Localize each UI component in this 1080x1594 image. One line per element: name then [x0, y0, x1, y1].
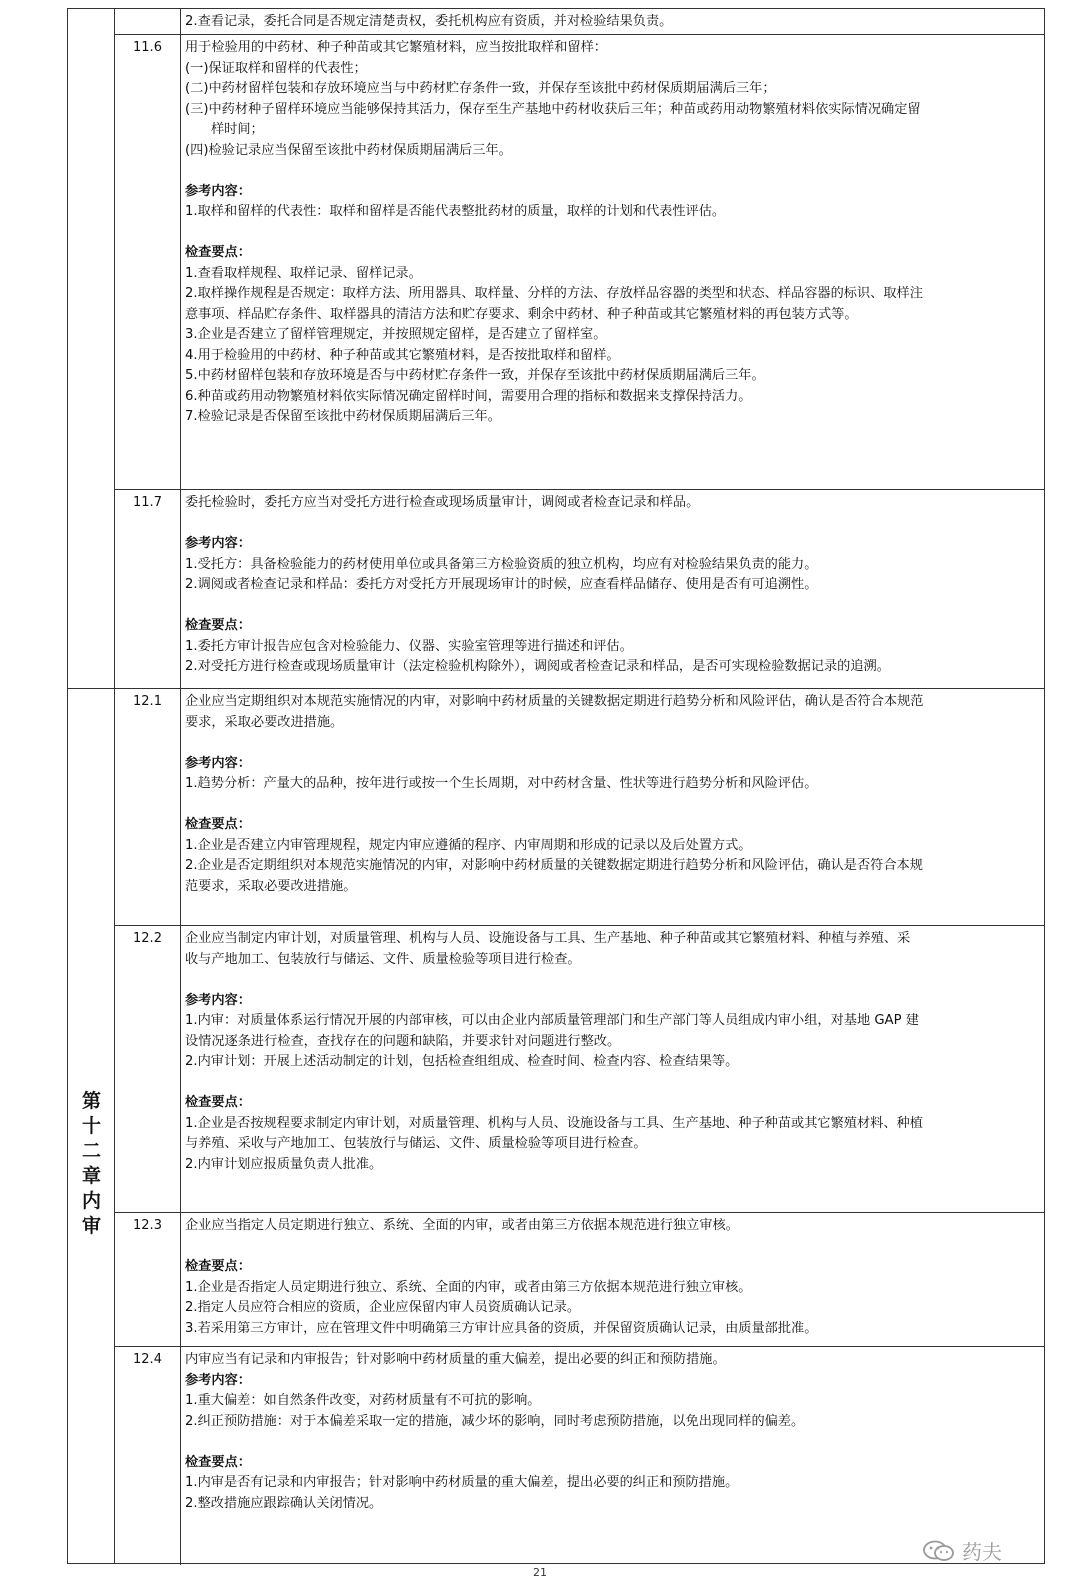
watermark [922, 1536, 1002, 1565]
section-heading: 检查要点： [185, 1095, 251, 1110]
text-line: 2.内审计划应报质量负责人批准。 [185, 1156, 383, 1172]
text-line: 企业应当制定内审计划，对质量管理、机构与人员、设施设备与工具、生产基地、种子种苗或其它繁殖材料、种植与养殖、采 [185, 931, 911, 946]
section-heading: 检查要点： [185, 1454, 251, 1470]
spacer [185, 795, 1038, 816]
text-line: (二)中药材留样包装和存放环境应当与中药材贮存条件一致，并保存至该批中药材保质期届满后三年； [185, 81, 776, 96]
spacer [185, 1237, 1038, 1258]
section-heading: 参考内容： [185, 536, 251, 551]
clause-number: 12.2 [115, 926, 181, 1212]
chapter-char: 内 [81, 1190, 101, 1212]
clause-content [185, 493, 1038, 678]
spacer [185, 161, 1038, 182]
text-line: 1.查看取样规程、取样记录、留样记录。 [185, 265, 422, 281]
text-line: 委托检验时，委托方应当对受托方进行检查或现场质量审计，调阅或者检查记录和样品。 [185, 495, 700, 510]
spacer [185, 1432, 1038, 1453]
table-row [115, 34, 1044, 489]
text-line: 1.企业是否建立内审管理规程，规定内审应遵循的程序、内审周期和形成的记录以及后处置方式。 [185, 837, 752, 853]
spacer [185, 514, 1038, 535]
spacer [185, 1073, 1038, 1094]
clause-number: 11.6 [115, 35, 181, 489]
text-line: 1.内审是否有记录和内审报告；针对影响中药材质量的重大偏差，提出必要的纠正和预防措施。 [185, 1475, 739, 1490]
section-heading: 检查要点： [185, 1259, 251, 1274]
text-line: 要求，采取必要改进措施。 [185, 714, 344, 730]
clause-number: 12.3 [115, 1213, 181, 1346]
section-heading: 检查要点： [185, 618, 251, 633]
spacer [185, 596, 1038, 617]
text-line: 1.取样和留样的代表性：取样和留样是否能代表整批药材的质量，取样的计划和代表性评估。 [185, 204, 726, 219]
chapter-column [68, 9, 115, 1563]
text-line: (四)检验记录应当保留至该批中药材保质期届满后三年。 [185, 142, 512, 158]
text-line: 企业应当指定人员定期进行独立、系统、全面的内审，或者由第三方依据本规范进行独立审核。 [185, 1218, 739, 1233]
text-line: 1.受托方：具备检验能力的药材使用单位或具备第三方检验资质的独立机构，均应有对检验结果负责的能力。 [185, 556, 818, 572]
spacer [185, 733, 1038, 754]
section-heading: 参考内容： [185, 183, 251, 199]
table-row [115, 489, 1044, 688]
text-line: 5.中药材留样包装和存放环境是否与中药材贮存条件一致，并保存至该批中药材保质期届满后三年。 [185, 368, 765, 383]
clause-number: 11.7 [115, 490, 181, 688]
table-row [115, 925, 1044, 1212]
text-line: 范要求，采取必要改进措施。 [185, 878, 357, 894]
text-line: 1.委托方审计报告应包含对检验能力、仪器、实验室管理等进行描述和评估。 [185, 638, 633, 654]
text-line: (三)中药材种子留样环境应当能够保持其活力，保存至生产基地中药材收获后三年；种苗或药用动物繁殖材料依实际情况确定留 [185, 101, 921, 117]
chapter-label [68, 1089, 115, 1239]
chapter-char: 二 [81, 1140, 101, 1162]
clause-content [185, 1350, 1038, 1514]
text-line: 2.指定人员应符合相应的资质，企业应保留内审人员资质确认记录。 [185, 1300, 581, 1315]
text-line: 与养殖、采收与产地加工、包装放行与储运、文件、质量检验等项目进行检查。 [185, 1136, 647, 1151]
clause-content [185, 12, 1038, 33]
text-line: 收与产地加工、包装放行与储运、文件、质量检验等项目进行检查。 [185, 951, 581, 967]
wechat-icon [922, 1539, 956, 1563]
text-line: 样时间； [211, 122, 264, 137]
table-row [115, 1346, 1044, 1565]
text-line: 意事项、样品贮存条件、取样器具的清洁方法和贮存要求、剩余中药材、种子种苗或其它繁殖材料的再包装方式等。 [185, 306, 858, 322]
text-line: 用于检验用的中药材、种子种苗或其它繁殖材料，应当按批取样和留样： [185, 40, 607, 55]
text-line: 3.企业是否建立了留样管理规定，并按照规定留样，是否建立了留样室。 [185, 327, 607, 342]
clause-number [115, 9, 181, 34]
section-heading: 参考内容： [185, 1372, 251, 1388]
text-line: 2.整改措施应跟踪确认关闭情况。 [185, 1495, 383, 1511]
text-line: 1.内审：对质量体系运行情况开展的内部审核，可以由企业内部质量管理部门和生产部门等人员组成内审小组，对基地 GAP 建 [185, 1013, 919, 1028]
spacer [185, 223, 1038, 244]
clause-content [185, 1216, 1038, 1339]
chapter-char: 十 [81, 1115, 101, 1137]
clause-content [185, 929, 1038, 1175]
table-row [115, 9, 1044, 34]
text-line: 企业应当定期组织对本规范实施情况的内审，对影响中药材质量的关键数据定期进行趋势分析和风险评估，确认是否符合本规范 [185, 694, 924, 709]
chapter-divider [68, 688, 114, 689]
clause-content [185, 692, 1038, 897]
table-row [115, 1212, 1044, 1346]
spacer [185, 970, 1038, 991]
chapter-char: 第 [81, 1090, 101, 1112]
clause-number: 12.4 [115, 1347, 181, 1565]
text-line: 1.重大偏差：如自然条件改变，对药材质量有不可抗的影响。 [185, 1393, 541, 1408]
table-row [115, 688, 1044, 925]
text-line: 设情况逐条进行检查，查找存在的问题和缺陷，并要求针对问题进行整改。 [185, 1033, 621, 1049]
text-line: 7.检验记录是否保留至该批中药材保质期届满后三年。 [185, 409, 501, 424]
chapter-char: 审 [81, 1215, 101, 1237]
text-line: 1.企业是否指定人员定期进行独立、系统、全面的内审，或者由第三方依据本规范进行独立审核。 [185, 1279, 752, 1295]
text-line: 2.取样操作规程是否规定：取样方法、所用器具、取样量、分样的方法、存放样品容器的类型和状态、样品容器的标识、取样注 [185, 286, 923, 301]
text-line: 内审应当有记录和内审报告；针对影响中药材质量的重大偏差，提出必要的纠正和预防措施。 [185, 1352, 726, 1367]
text-line: 3.若采用第三方审计，应在管理文件中明确第三方审计应具备的资质，并保留资质确认记录，由质量部批准。 [185, 1320, 818, 1336]
text-line: 1.趋势分析：产量大的品种，按年进行或按一个生长周期，对中药材含量、性状等进行趋势分析和风险评估。 [185, 776, 818, 791]
section-heading: 参考内容： [185, 755, 251, 771]
watermark-text: 药夫 [962, 1540, 1002, 1564]
text-line: 2.查看记录，委托合同是否规定清楚责权，委托机构应有资质，并对检验结果负责。 [185, 14, 673, 29]
text-line: 6.种苗或药用动物繁殖材料依实际情况确定留样时间，需要用合理的指标和数据来支撑保持活力。 [185, 388, 752, 404]
text-line: (一)保证取样和留样的代表性； [185, 60, 367, 76]
text-line: 4.用于检验用的中药材、种子种苗或其它繁殖材料，是否按批取样和留样。 [185, 347, 620, 363]
clause-number: 12.1 [115, 689, 181, 925]
chapter-char: 章 [81, 1165, 101, 1187]
clause-content [185, 38, 1038, 428]
section-heading: 检查要点： [185, 245, 251, 260]
document-table [67, 8, 1045, 1564]
page-number: 21 [533, 1566, 547, 1579]
section-heading: 检查要点： [185, 817, 251, 832]
text-line: 2.纠正预防措施：对于本偏差采取一定的措施，减少坏的影响，同时考虑预防措施，以免出现同样的偏差。 [185, 1413, 805, 1429]
text-line: 2.对受托方进行检查或现场质量审计（法定检验机构除外），调阅或者检查记录和样品，是否可实现检验数据记录的追溯。 [185, 659, 890, 674]
text-line: 2.内审计划：开展上述活动制定的计划，包括检查组组成、检查时间、检查内容、检查结果等。 [185, 1054, 739, 1069]
text-line: 2.调阅或者检查记录和样品：委托方对受托方开展现场审计的时候，应查看样品储存、使用是否有可追溯性。 [185, 577, 818, 592]
section-heading: 参考内容： [185, 992, 251, 1008]
text-line: 2.企业是否定期组织对本规范实施情况的内审，对影响中药材质量的关键数据定期进行趋势分析和风险评估，确认是否符合本规 [185, 858, 923, 873]
text-line: 1.企业是否按规程要求制定内审计划，对质量管理、机构与人员、设施设备与工具、生产基地、种子种苗或其它繁殖材料、种植 [185, 1115, 923, 1131]
